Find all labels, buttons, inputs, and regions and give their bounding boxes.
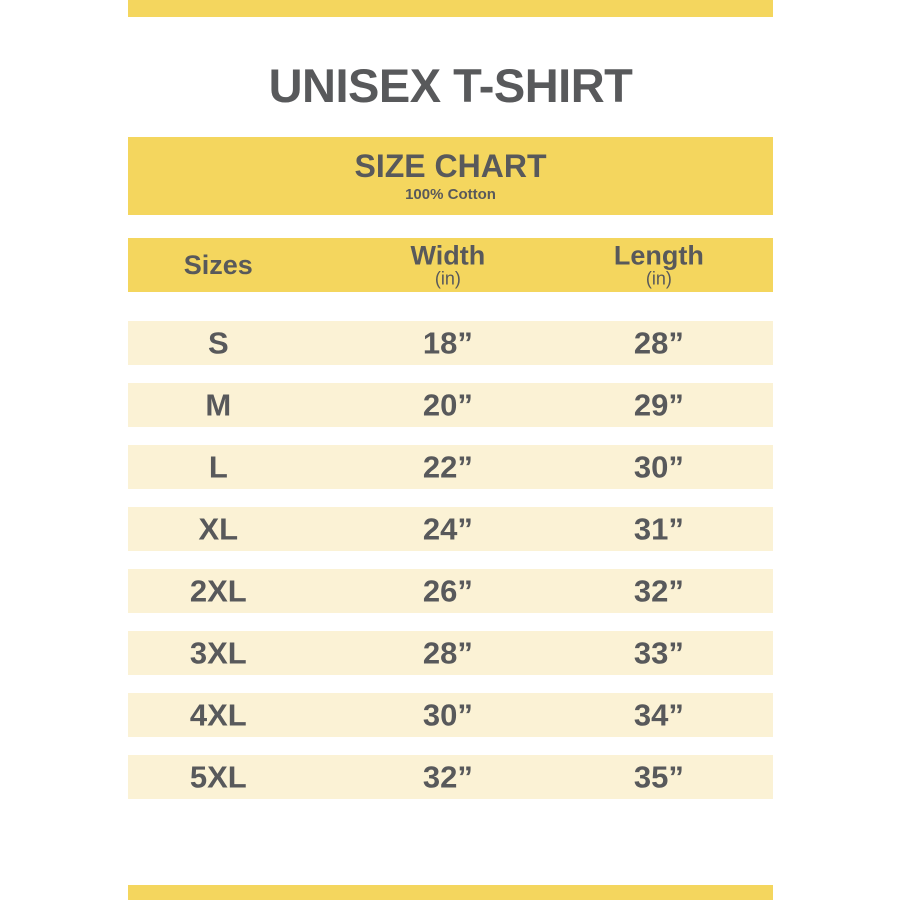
top-accent-bar [128, 0, 773, 17]
width-cell: 18” [422, 325, 473, 361]
header-width-unit: (in) [434, 268, 461, 289]
length-cell: 33” [633, 635, 684, 671]
size-row [128, 755, 773, 799]
size-cell: 4XL [189, 697, 247, 733]
length-cell: 30” [633, 449, 684, 485]
width-cell: 24” [422, 511, 473, 547]
width-cell: 30” [422, 697, 473, 733]
width-cell: 32” [422, 759, 473, 795]
size-cell: 5XL [189, 759, 247, 795]
width-cell: 26” [422, 573, 473, 609]
size-row [128, 445, 773, 489]
size-row [128, 693, 773, 737]
length-cell: 28” [633, 325, 684, 361]
header-width-label: Width [410, 240, 486, 271]
size-cell: L [208, 449, 228, 485]
header-length [614, 241, 704, 288]
header-sizes [184, 251, 253, 279]
size-table-body [128, 321, 773, 817]
size-row [128, 383, 773, 427]
header-width [411, 241, 486, 288]
width-cell: 28” [422, 635, 473, 671]
length-cell: 34” [633, 697, 684, 733]
page-title: UNISEX T-SHIRT [268, 59, 633, 112]
size-row [128, 631, 773, 675]
width-cell: 20” [422, 387, 473, 423]
size-row [128, 321, 773, 365]
size-cell: S [207, 325, 229, 361]
length-cell: 32” [633, 573, 684, 609]
size-chart-banner [128, 137, 773, 215]
header-length-unit: (in) [645, 268, 672, 289]
size-cell: XL [198, 511, 239, 547]
length-cell: 35” [633, 759, 684, 795]
banner-title: SIZE CHART [354, 148, 547, 184]
size-row [128, 569, 773, 613]
size-cell: M [205, 387, 232, 423]
length-cell: 29” [633, 387, 684, 423]
header-length-label: Length [613, 240, 704, 271]
size-cell: 3XL [189, 635, 247, 671]
size-cell: 2XL [189, 573, 247, 609]
table-header-row [128, 238, 773, 292]
width-cell: 22” [422, 449, 473, 485]
banner-subtitle: 100% Cotton [405, 186, 496, 203]
bottom-accent-bar [128, 885, 773, 900]
size-row [128, 507, 773, 551]
length-cell: 31” [633, 511, 684, 547]
header-sizes-label: Sizes [183, 249, 253, 280]
